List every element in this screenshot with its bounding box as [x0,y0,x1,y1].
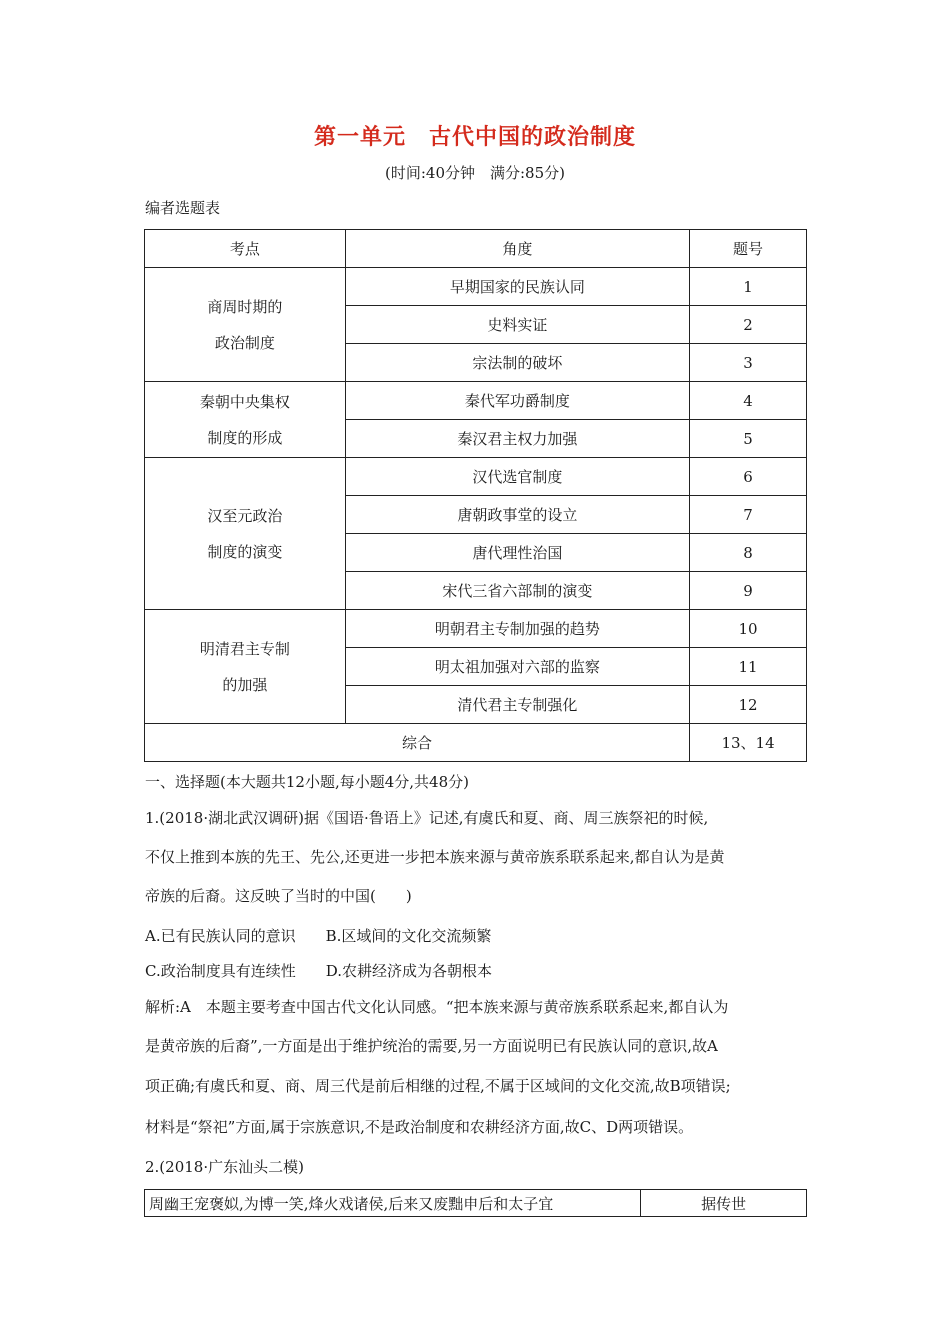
topic-cell: 秦朝中央集权 制度的形成 [145,382,346,458]
analysis-line-1: 解析:A 本题主要考查中国古代文化认同感。“把本族来源与黄帝族系联系起来,都自认为 [145,998,729,1016]
number-cell: 6 [690,458,807,496]
question-1-options-ab: A.已有民族认同的意识 B.区域间的文化交流频繁 [145,927,492,945]
question-1-line-2: 不仅上推到本族的先王、先公,还更进一步把本族来源与黄帝族系联系起来,都自认为是黄 [145,848,725,866]
number-cell: 2 [690,306,807,344]
analysis-line-4: 材料是“祭祀”方面,属于宗族意识,不是政治制度和农耕经济方面,故C、D两项错误。 [145,1118,694,1136]
angle-cell: 明太祖加强对六部的监察 [345,648,689,686]
header-angle: 角度 [345,230,689,268]
number-cell: 7 [690,496,807,534]
source-cell: 据传世 [641,1190,807,1217]
topic-cell: 商周时期的 政治制度 [145,268,346,382]
table-row [145,382,807,420]
header-number: 题号 [690,230,807,268]
number-cell: 12 [690,686,807,724]
table-caption: 编者选题表 [145,199,221,217]
time-score-note: (时间:40分钟 满分:85分) [385,164,565,182]
angle-cell: 宗法制的破坏 [345,344,689,382]
table-row [145,268,807,306]
table-row [145,458,807,496]
number-cell: 1 [690,268,807,306]
question-1-options-cd: C.政治制度具有连续性 D.农耕经济成为各朝根本 [145,962,492,980]
number-cell: 10 [690,610,807,648]
table-row [145,610,807,648]
number-cell: 8 [690,534,807,572]
number-cell: 11 [690,648,807,686]
angle-cell: 汉代选官制度 [345,458,689,496]
number-cell: 3 [690,344,807,382]
summary-row [145,724,807,762]
page-title: 第一单元 古代中国的政治制度 [313,125,636,150]
analysis-line-2: 是黄帝族的后裔”,一方面是出于维护统治的需要,另一方面说明已有民族认同的意识,故A [145,1037,718,1055]
angle-cell: 清代君主专制强化 [345,686,689,724]
question-1-line-3: 帝族的后裔。这反映了当时的中国( ) [145,887,412,905]
table-row [145,1190,807,1217]
topic-cell: 汉至元政治 制度的演变 [145,458,346,610]
number-cell: 4 [690,382,807,420]
number-cell: 9 [690,572,807,610]
angle-cell: 明朝君主专制加强的趋势 [345,610,689,648]
table-header-row [145,230,807,268]
angle-cell: 唐代理性治国 [345,534,689,572]
event-cell: 周幽王宠褒姒,为博一笑,烽火戏诸侯,后来又废黜申后和太子宜 [145,1190,641,1217]
question-2-header: 2.(2018·广东汕头二模) [145,1158,304,1176]
summary-number: 13、14 [690,724,807,762]
angle-cell: 唐朝政事堂的设立 [345,496,689,534]
number-cell: 5 [690,420,807,458]
topic-selection-table [144,229,807,762]
angle-cell: 秦代军功爵制度 [345,382,689,420]
section-heading: 一、选择题(本大题共12小题,每小题4分,共48分) [145,773,469,791]
angle-cell: 早期国家的民族认同 [345,268,689,306]
angle-cell: 秦汉君主权力加强 [345,420,689,458]
question-1-line-1: 1.(2018·湖北武汉调研)据《国语·鲁语上》记述,有虞氏和夏、商、周三族祭祀的时候, [145,809,709,827]
question-2-table [144,1189,807,1217]
summary-label: 综合 [145,724,690,762]
analysis-line-3: 项正确;有虞氏和夏、商、周三代是前后相继的过程,不属于区域间的文化交流,故B项错误; [145,1077,731,1095]
topic-cell: 明清君主专制 的加强 [145,610,346,724]
header-topic: 考点 [145,230,346,268]
angle-cell: 史料实证 [345,306,689,344]
angle-cell: 宋代三省六部制的演变 [345,572,689,610]
